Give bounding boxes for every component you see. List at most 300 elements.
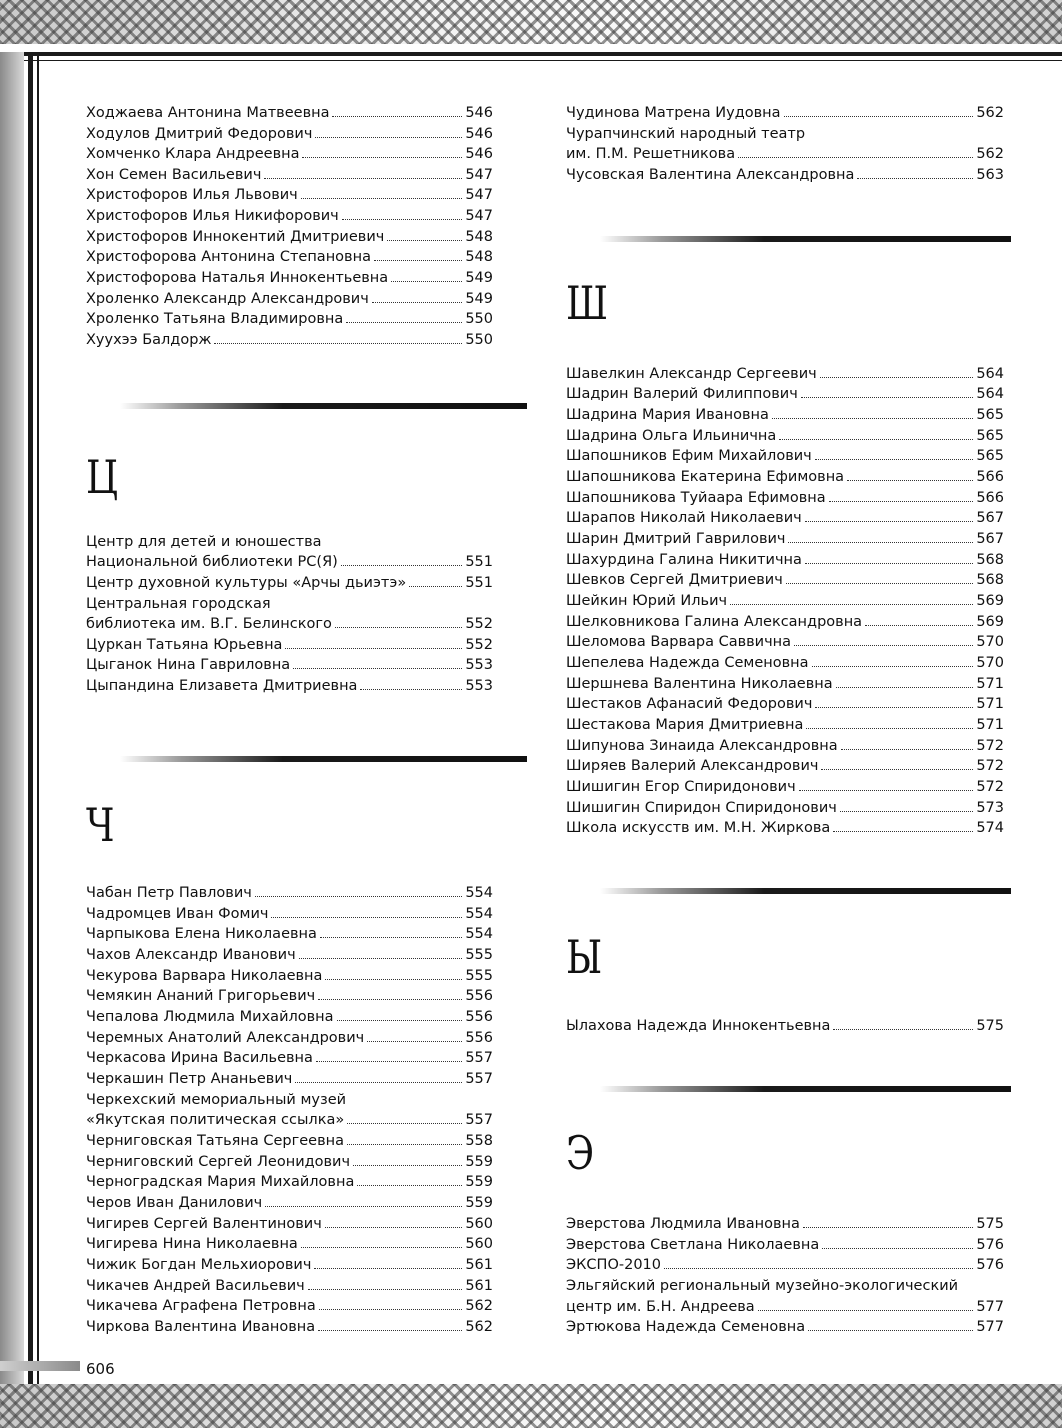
- entry-page: 548: [465, 249, 493, 265]
- section-letter-e: Э: [566, 1126, 595, 1180]
- entry-name: Шапошников Ефим Михайлович: [566, 448, 812, 464]
- dot-leader: [360, 689, 462, 690]
- dot-leader: [318, 999, 462, 1000]
- index-entry: [86, 309, 493, 330]
- entry-name: Школа искусств им. М.Н. Жиркова: [566, 820, 831, 836]
- index-entry: [86, 676, 493, 697]
- index-entry: [86, 1028, 493, 1049]
- index-entry: [566, 818, 1004, 839]
- index-entry: [566, 103, 1004, 124]
- index-entry: [86, 185, 493, 206]
- index-entry: [566, 488, 1004, 509]
- index-entry: [566, 570, 1004, 591]
- entry-name: Центральная городская: [86, 596, 271, 612]
- dot-leader: [836, 687, 974, 688]
- entry-name: Шейкин Юрий Ильич: [566, 593, 728, 609]
- entry-page: 546: [465, 146, 493, 162]
- index-entry: [86, 1296, 493, 1317]
- entry-page: 552: [465, 637, 493, 653]
- entry-name: Чекурова Варвара Николаевна: [86, 968, 323, 984]
- entry-name: Шарин Дмитрий Гаврилович: [566, 531, 786, 547]
- entry-name: Национальной библиотеки РС(Я): [86, 554, 338, 570]
- entry-page: 555: [465, 968, 493, 984]
- entry-name: Чабан Петр Павлович: [86, 885, 252, 901]
- dot-leader: [347, 1123, 462, 1124]
- entry-name: Хуухээ Балдорж: [86, 332, 212, 348]
- dot-leader: [332, 116, 462, 117]
- entry-page: 562: [976, 146, 1004, 162]
- dot-leader: [738, 157, 973, 158]
- index-entry: [566, 632, 1004, 653]
- entry-name: Чурапчинский народный театр: [566, 126, 806, 142]
- entry-page: 559: [465, 1154, 493, 1170]
- index-entry: [566, 715, 1004, 736]
- dot-leader: [822, 1248, 973, 1249]
- dot-leader: [299, 958, 463, 959]
- entry-name: Чигирев Сергей Валентинович: [86, 1216, 322, 1232]
- section-letter-tse: Ц: [86, 450, 119, 504]
- dot-leader: [342, 219, 463, 220]
- dot-leader: [271, 917, 462, 918]
- entry-name: Шестакова Мария Дмитриевна: [566, 717, 804, 733]
- index-entry: [566, 612, 1004, 633]
- entry-page: 572: [976, 758, 1004, 774]
- entry-page: 560: [465, 1216, 493, 1232]
- dot-leader: [806, 728, 973, 729]
- dot-leader: [409, 586, 462, 587]
- index-entry: [86, 144, 493, 165]
- left-band: [0, 52, 24, 1384]
- index-entry: [86, 268, 493, 289]
- dot-leader: [730, 604, 973, 605]
- dot-leader: [264, 178, 462, 179]
- dot-leader: [255, 896, 462, 897]
- index-entry: [86, 966, 493, 987]
- entry-name: Шадрина Мария Ивановна: [566, 407, 769, 423]
- index-entry: [86, 1234, 493, 1255]
- index-entry: [86, 206, 493, 227]
- entry-name: Цыганок Нина Гавриловна: [86, 657, 291, 673]
- entry-page: 558: [465, 1133, 493, 1149]
- dot-leader: [265, 1206, 462, 1207]
- entry-page: 570: [976, 634, 1004, 650]
- dot-leader: [325, 979, 462, 980]
- entry-page: 569: [976, 593, 1004, 609]
- index-entry: [566, 446, 1004, 467]
- entry-page: 559: [465, 1195, 493, 1211]
- entry-page: 553: [465, 678, 493, 694]
- entry-page: 554: [465, 885, 493, 901]
- dot-leader: [347, 1144, 462, 1145]
- entry-page: 546: [465, 126, 493, 142]
- entry-page: 572: [976, 779, 1004, 795]
- index-entry: [566, 591, 1004, 612]
- index-entry: [566, 1317, 1004, 1338]
- dot-leader: [346, 322, 462, 323]
- entry-name: Хомченко Клара Андреевна: [86, 146, 300, 162]
- dot-leader: [772, 418, 973, 419]
- entry-name: Шепелева Надежда Семеновна: [566, 655, 809, 671]
- entry-page: 552: [465, 616, 493, 632]
- entry-page: 556: [465, 1009, 493, 1025]
- entry-page: 575: [976, 1018, 1004, 1034]
- dot-leader: [302, 157, 462, 158]
- dot-leader: [758, 1310, 974, 1311]
- entry-page: 550: [465, 311, 493, 327]
- entry-name: Центр для детей и юношества: [86, 534, 322, 550]
- index-entry: [566, 798, 1004, 819]
- dot-leader: [841, 749, 974, 750]
- dot-leader: [808, 1330, 973, 1331]
- dot-leader: [840, 811, 973, 812]
- dot-leader: [794, 645, 973, 646]
- entry-name: Хон Семен Васильевич: [86, 167, 262, 183]
- index-entry: [86, 655, 493, 676]
- entry-page: 575: [976, 1216, 1004, 1232]
- entry-name: Чемякин Ананий Григорьевич: [86, 988, 316, 1004]
- entry-page: 547: [465, 187, 493, 203]
- dot-leader: [341, 565, 463, 566]
- dot-leader: [865, 625, 973, 626]
- entry-page: 564: [976, 386, 1004, 402]
- dot-leader: [664, 1268, 973, 1269]
- index-entry: [86, 1276, 493, 1297]
- dot-leader: [391, 281, 462, 282]
- entry-name: Чикачева Аграфена Петровна: [86, 1298, 316, 1314]
- entry-page: 562: [976, 105, 1004, 121]
- index-entry: [86, 1193, 493, 1214]
- dot-leader: [833, 1029, 973, 1030]
- dot-leader: [315, 137, 462, 138]
- entry-page: 556: [465, 988, 493, 1004]
- entry-name: Черемных Анатолий Александрович: [86, 1030, 365, 1046]
- entry-name: Христофорова Антонина Степановна: [86, 249, 371, 265]
- entry-name: Шавелкин Александр Сергеевич: [566, 366, 817, 382]
- dot-leader: [314, 1268, 462, 1269]
- entry-page: 570: [976, 655, 1004, 671]
- index-entry: [566, 405, 1004, 426]
- dot-leader: [805, 563, 973, 564]
- index-entry: [86, 1048, 493, 1069]
- entry-page: 546: [465, 105, 493, 121]
- entry-name: Черкашин Петр Ананьевич: [86, 1071, 293, 1087]
- entry-name: Эверстова Людмила Ивановна: [566, 1216, 800, 1232]
- index-entry: [566, 694, 1004, 715]
- index-entry: [566, 674, 1004, 695]
- entry-name: Шадрина Ольга Ильинична: [566, 428, 777, 444]
- index-entry: [86, 227, 493, 248]
- dot-leader: [285, 648, 462, 649]
- dot-leader: [815, 707, 973, 708]
- page-number-strip: [0, 1361, 80, 1371]
- entry-page: 571: [976, 717, 1004, 733]
- entry-page: 551: [465, 554, 493, 570]
- entry-name: Христофорова Наталья Иннокентьевна: [86, 270, 389, 286]
- index-entry: [86, 165, 493, 186]
- index-entry: [566, 384, 1004, 405]
- entry-name: Чадромцев Иван Фомич: [86, 906, 269, 922]
- section-separator: [120, 756, 527, 762]
- section-separator: [600, 888, 1011, 894]
- dot-leader: [357, 1185, 462, 1186]
- entry-page: 554: [465, 906, 493, 922]
- dot-leader: [316, 1061, 462, 1062]
- entry-page: 566: [976, 490, 1004, 506]
- entry-page: 571: [976, 676, 1004, 692]
- index-entry: [566, 467, 1004, 488]
- entry-page: 557: [465, 1071, 493, 1087]
- dot-leader: [829, 501, 974, 502]
- index-entry: [566, 364, 1004, 385]
- entry-name: Ходулов Дмитрий Федорович: [86, 126, 313, 142]
- index-entry: [86, 945, 493, 966]
- section-separator: [120, 403, 527, 409]
- entry-name: Эртюкова Надежда Семеновна: [566, 1319, 806, 1335]
- dot-leader: [788, 542, 973, 543]
- index-entry: [566, 144, 1004, 165]
- index-entry: [86, 532, 493, 553]
- entry-name: Шишигин Спиридон Спиридонович: [566, 800, 837, 816]
- entry-name: Чижик Богдан Мельхиорович: [86, 1257, 312, 1273]
- dot-leader: [779, 439, 973, 440]
- dot-leader: [337, 1020, 463, 1021]
- entry-name: Цуркан Татьяна Юрьевна: [86, 637, 283, 653]
- index-entry: [566, 1214, 1004, 1235]
- entry-page: 548: [465, 229, 493, 245]
- entry-page: 557: [465, 1050, 493, 1066]
- entry-name: Черкехский мемориальный музей: [86, 1092, 347, 1108]
- index-entry: [86, 573, 493, 594]
- entry-page: 557: [465, 1112, 493, 1128]
- dot-leader: [821, 769, 973, 770]
- entry-page: 565: [976, 428, 1004, 444]
- entry-name: Ылахова Надежда Иннокентьевна: [566, 1018, 831, 1034]
- dot-leader: [325, 1227, 463, 1228]
- entry-name: Христофоров Иннокентий Дмитриевич: [86, 229, 385, 245]
- dot-leader: [815, 459, 974, 460]
- top-rule-thin: [0, 60, 1062, 61]
- index-entry: [566, 1297, 1004, 1318]
- dot-leader: [374, 260, 462, 261]
- dot-leader: [847, 480, 973, 481]
- entry-name: Шапошникова Екатерина Ефимовна: [566, 469, 845, 485]
- index-entry: [86, 986, 493, 1007]
- entry-name: «Якутская политическая ссылка»: [86, 1112, 345, 1128]
- entry-name: Чусовская Валентина Александровна: [566, 167, 855, 183]
- dot-leader: [805, 521, 974, 522]
- entry-page: 576: [976, 1237, 1004, 1253]
- entry-page: 568: [976, 552, 1004, 568]
- entry-name: Чиркова Валентина Ивановна: [86, 1319, 316, 1335]
- index-entry: [566, 124, 1004, 145]
- entry-name: Ширяев Валерий Александрович: [566, 758, 819, 774]
- dot-leader: [308, 1289, 463, 1290]
- entry-name: Черноградская Мария Михайловна: [86, 1174, 355, 1190]
- dot-leader: [367, 1041, 462, 1042]
- dot-leader: [784, 116, 974, 117]
- entry-page: 577: [976, 1299, 1004, 1315]
- dot-leader: [786, 583, 974, 584]
- dot-leader: [301, 1247, 462, 1248]
- index-entry: [566, 1016, 1004, 1037]
- entry-page: 568: [976, 572, 1004, 588]
- index-entry: [86, 1007, 493, 1028]
- entry-name: Центр духовной культуры «Арчы дьиэтэ»: [86, 575, 407, 591]
- index-entry: [566, 529, 1004, 550]
- entry-name: Христофоров Илья Львович: [86, 187, 298, 203]
- entry-page: 555: [465, 947, 493, 963]
- dot-leader: [387, 240, 462, 241]
- index-entry: [86, 124, 493, 145]
- index-entry: [86, 1214, 493, 1235]
- entry-page: 562: [465, 1298, 493, 1314]
- entry-name: Черниговский Сергей Леонидович: [86, 1154, 351, 1170]
- dot-leader: [319, 1309, 463, 1310]
- dot-leader: [295, 1082, 462, 1083]
- entry-page: 569: [976, 614, 1004, 630]
- index-entry: [86, 614, 493, 635]
- index-entry: [566, 550, 1004, 571]
- entry-page: 553: [465, 657, 493, 673]
- entry-page: 562: [465, 1319, 493, 1335]
- entry-name: Шарапов Николай Николаевич: [566, 510, 802, 526]
- index-entry: [566, 777, 1004, 798]
- index-entry: [566, 1276, 1004, 1297]
- entry-name: Шипунова Зинаида Александровна: [566, 738, 838, 754]
- entry-name: Ходжаева Антонина Матвеевна: [86, 105, 330, 121]
- entry-name: Шишигин Егор Спиридонович: [566, 779, 796, 795]
- entry-page: 554: [465, 926, 493, 942]
- entry-page: 567: [976, 510, 1004, 526]
- entry-name: Шестаков Афанасий Федорович: [566, 696, 813, 712]
- section-letter-che: Ч: [86, 798, 115, 852]
- entry-name: Чахов Александр Иванович: [86, 947, 296, 963]
- entry-page: 571: [976, 696, 1004, 712]
- dot-leader: [799, 790, 974, 791]
- entry-name: Черкасова Ирина Васильевна: [86, 1050, 313, 1066]
- entry-page: 559: [465, 1174, 493, 1190]
- dot-leader: [812, 666, 974, 667]
- left-rule: [28, 52, 33, 1384]
- entry-name: Чудинова Матрена Иудовна: [566, 105, 781, 121]
- dot-leader: [803, 1227, 973, 1228]
- index-entry: [566, 653, 1004, 674]
- entry-name: Христофоров Илья Никифорович: [86, 208, 339, 224]
- dot-leader: [214, 343, 462, 344]
- dot-leader: [801, 397, 974, 398]
- index-entry: [566, 508, 1004, 529]
- entry-name: Цыпандина Елизавета Дмитриевна: [86, 678, 358, 694]
- index-entry: [86, 1090, 493, 1111]
- index-entry: [86, 883, 493, 904]
- dot-leader: [857, 178, 973, 179]
- entry-name: Шапошникова Туйаара Ефимовна: [566, 490, 826, 506]
- entry-name: Шершнева Валентина Николаевна: [566, 676, 833, 692]
- index-entry: [86, 1152, 493, 1173]
- entry-name: Хроленко Александр Александрович: [86, 291, 369, 307]
- index-entry: [86, 594, 493, 615]
- entry-page: 547: [465, 167, 493, 183]
- entry-page: 576: [976, 1257, 1004, 1273]
- index-entry: [86, 330, 493, 351]
- index-entry: [566, 426, 1004, 447]
- entry-page: 577: [976, 1319, 1004, 1335]
- index-entry: [566, 165, 1004, 186]
- entry-name: Шеломова Варвара Саввична: [566, 634, 792, 650]
- dot-leader: [335, 627, 462, 628]
- left-rule-thin: [37, 52, 39, 1384]
- entry-name: Шадрин Валерий Филиппович: [566, 386, 798, 402]
- index-entry: [566, 736, 1004, 757]
- entry-name: им. П.М. Решетникова: [566, 146, 736, 162]
- section-letter-sha: Ш: [566, 276, 608, 330]
- entry-page: 549: [465, 291, 493, 307]
- entry-name: библиотека им. В.Г. Белинского: [86, 616, 332, 632]
- index-entry: [86, 1069, 493, 1090]
- entry-page: 549: [465, 270, 493, 286]
- section-letter-yeru: Ы: [566, 930, 603, 984]
- section-separator: [600, 236, 1011, 242]
- entry-name: Эверстова Светлана Николаевна: [566, 1237, 820, 1253]
- entry-name: Шахурдина Галина Никитична: [566, 552, 802, 568]
- index-entry: [566, 756, 1004, 777]
- section-separator: [600, 1086, 1011, 1092]
- entry-page: 572: [976, 738, 1004, 754]
- top-rule: [0, 52, 1062, 56]
- entry-page: 563: [976, 167, 1004, 183]
- dot-leader: [318, 1330, 462, 1331]
- entry-page: 556: [465, 1030, 493, 1046]
- entry-name: Хроленко Татьяна Владимировна: [86, 311, 344, 327]
- entry-page: 574: [976, 820, 1004, 836]
- index-entry: [86, 1172, 493, 1193]
- dot-leader: [833, 831, 973, 832]
- entry-name: Чигирева Нина Николаевна: [86, 1236, 298, 1252]
- entry-name: Чарпыкова Елена Николаевна: [86, 926, 317, 942]
- entry-page: 564: [976, 366, 1004, 382]
- dot-leader: [301, 198, 463, 199]
- entry-name: Чикачев Андрей Васильевич: [86, 1278, 305, 1294]
- entry-name: Чепалова Людмила Михайловна: [86, 1009, 334, 1025]
- index-entry: [566, 1235, 1004, 1256]
- entry-name: Черниговская Татьяна Сергеевна: [86, 1133, 345, 1149]
- entry-page: 565: [976, 407, 1004, 423]
- dot-leader: [320, 937, 462, 938]
- entry-page: 566: [976, 469, 1004, 485]
- bottom-ornament: [0, 1384, 1062, 1428]
- dot-leader: [353, 1165, 462, 1166]
- entry-page: 560: [465, 1236, 493, 1252]
- entry-page: 550: [465, 332, 493, 348]
- page-number: 606: [86, 1360, 115, 1378]
- top-ornament: [0, 0, 1062, 44]
- index-entry: [566, 1255, 1004, 1276]
- index-entry: [86, 1110, 493, 1131]
- entry-name: Эльгяйский региональный музейно-экологический: [566, 1278, 959, 1294]
- index-entry: [86, 924, 493, 945]
- entry-page: 547: [465, 208, 493, 224]
- dot-leader: [372, 302, 463, 303]
- entry-name: Шелковникова Галина Александровна: [566, 614, 863, 630]
- entry-page: 561: [465, 1257, 493, 1273]
- index-entry: [86, 1317, 493, 1338]
- index-entry: [86, 247, 493, 268]
- index-entry: [86, 552, 493, 573]
- entry-page: 561: [465, 1278, 493, 1294]
- entry-page: 551: [465, 575, 493, 591]
- index-entry: [86, 635, 493, 656]
- dot-leader: [820, 377, 974, 378]
